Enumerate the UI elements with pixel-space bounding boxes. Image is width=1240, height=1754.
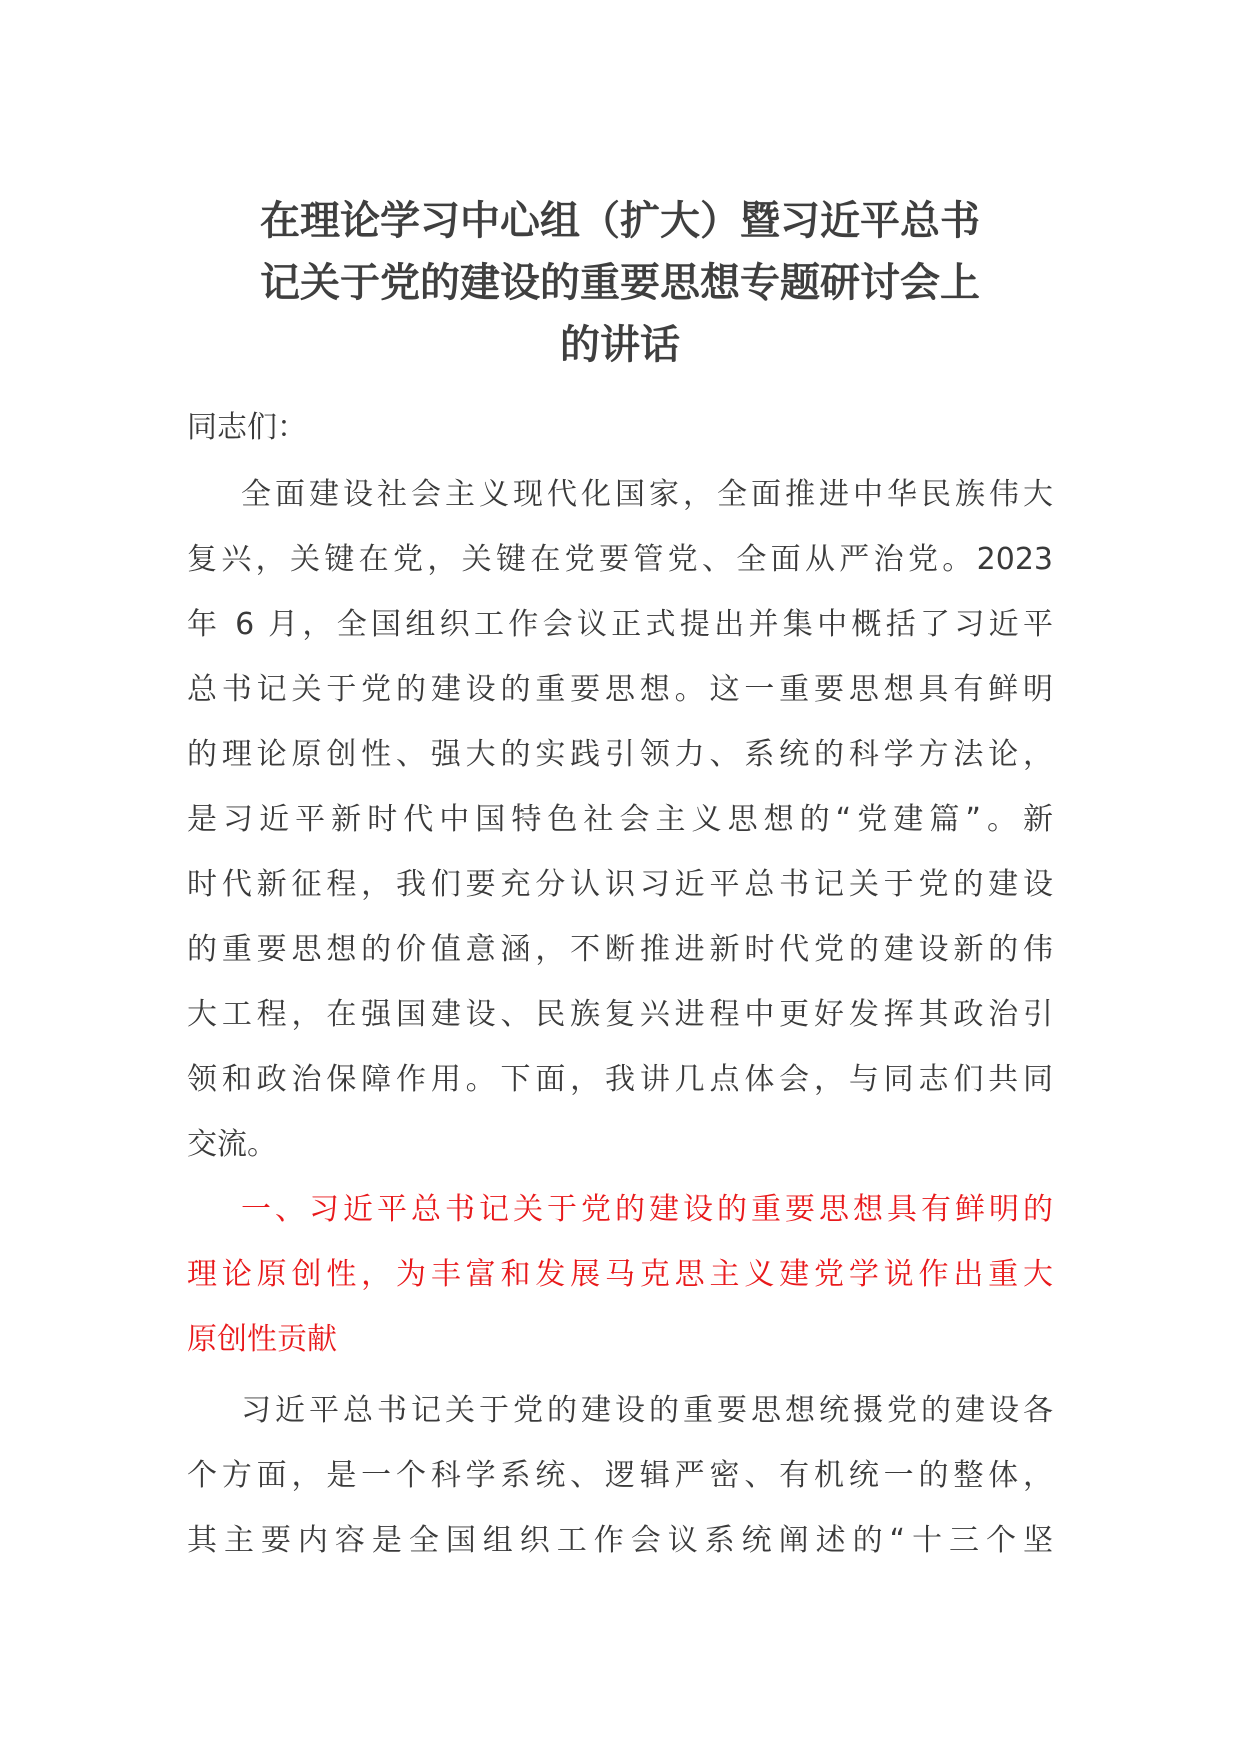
text-line: 其主要内容是全国组织工作会议系统阐述的“十三个坚 xyxy=(187,1523,1053,1558)
text-line: 习近平总书记关于党的建设的重要思想统摄党的建设各 xyxy=(241,1393,1053,1428)
text-line: 时代新征程，我们要充分认识习近平总书记关于党的建设 xyxy=(187,867,1053,902)
text-line: 全面建设社会主义现代化国家，全面推进中华民族伟大 xyxy=(241,477,1053,512)
text-line: 复兴，关键在党，关键在党要管党、全面从严治党。2023 xyxy=(187,542,1053,577)
text-line: 的理论原创性、强大的实践引领力、系统的科学方法论， xyxy=(187,737,1053,772)
section-1-paragraph xyxy=(187,1378,1053,1573)
heading-line: 一、习近平总书记关于党的建设的重要思想具有鲜明的 xyxy=(241,1192,1053,1227)
text-line: 年 6 月，全国组织工作会议正式提出并集中概括了习近平 xyxy=(187,607,1053,642)
heading-line: 原创性贡献 xyxy=(187,1322,337,1357)
text-line: 大工程，在强国建设、民族复兴进程中更好发挥其政治引 xyxy=(187,997,1053,1032)
document-page xyxy=(187,190,1053,1573)
text-line: 总书记关于党的建设的重要思想。这一重要思想具有鲜明 xyxy=(187,672,1053,707)
title-line: 的讲话 xyxy=(560,322,680,368)
intro-paragraph xyxy=(187,462,1053,1177)
title-line: 在理论学习中心组（扩大）暨习近平总书 xyxy=(260,198,980,244)
text-line: 交流。 xyxy=(187,1127,277,1162)
title-line: 记关于党的建设的重要思想专题研讨会上 xyxy=(260,260,980,306)
text-line: 是习近平新时代中国特色社会主义思想的“党建篇”。新 xyxy=(187,802,1053,837)
text-line: 领和政治保障作用。下面，我讲几点体会，与同志们共同 xyxy=(187,1062,1053,1097)
salutation: 同志们： xyxy=(187,410,307,445)
heading-line: 理论原创性，为丰富和发展马克思主义建党学说作出重大 xyxy=(187,1257,1053,1292)
text-line: 的重要思想的价值意涵，不断推进新时代党的建设新的伟 xyxy=(187,932,1053,967)
document-title xyxy=(187,190,1053,376)
text-line: 个方面，是一个科学系统、逻辑严密、有机统一的整体， xyxy=(187,1458,1053,1493)
section-1-heading xyxy=(187,1177,1053,1372)
